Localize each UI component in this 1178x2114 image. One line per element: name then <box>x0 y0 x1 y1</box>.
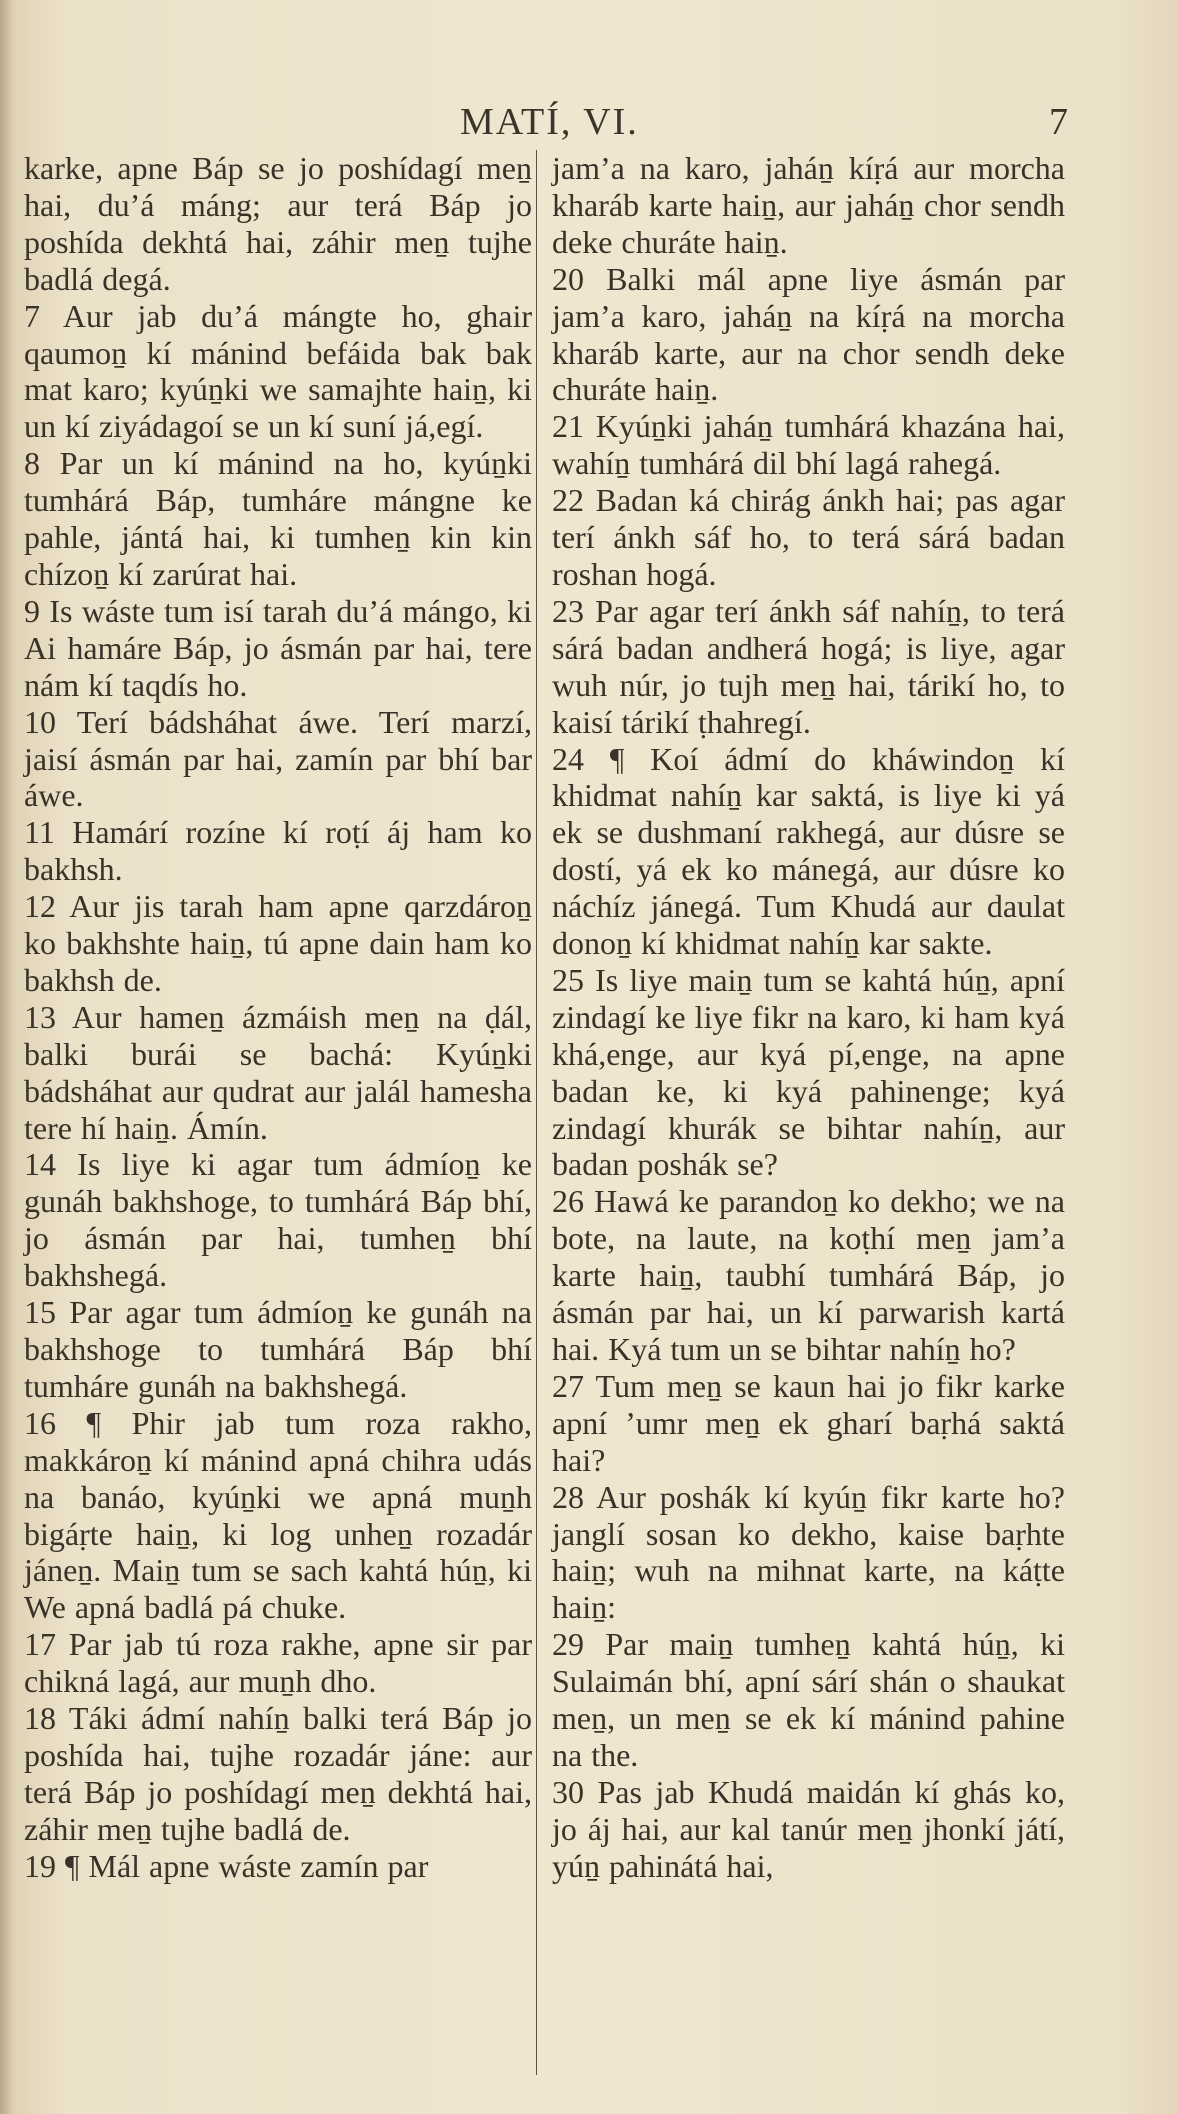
running-title: MATÍ, VI. <box>460 101 639 143</box>
verse-paragraph: 23 Par agar terí ánkh sáf nahíṉ, to terá sárá badan andherá hogá; is liye, agar wuh núr, jo tujh meṉ hai, tárikí ho, to kaisí tárikí ṭhahregí. <box>552 592 1065 740</box>
page-number: 7 <box>1049 101 1068 143</box>
verse-paragraph: 8 Par un kí mánind na ho, kyúṉki tumhárá Báp, tumháre mángne ke pahle, jántá hai, ki tumheṉ kin kin chízoṉ kí zarúrat hai. <box>24 445 532 592</box>
verse-paragraph: 24 ¶ Koí ádmí do kháwindoṉ kí khidmat nahíṉ kar saktá, is liye ki yá ek se dushmaní rakhegá, aur dúsre se dostí, yá ek ko mánegá, aur dúsre ko náchíz jánegá. Tum Khudá aur daulat donoṉ kí khidmat nahíṉ kar sakte. <box>552 740 1065 962</box>
verse-paragraph: 7 Aur jab du’á mángte ho, ghair qaumoṉ kí mánind befáida bak bak mat karo; kyúṉki we samajhte haiṉ, ki un kí ziyádagoí se un kí suní já,egí. <box>24 297 532 445</box>
verse-paragraph: 27 Tum meṉ se kaun hai jo fikr karke apní ’umr meṉ ek gharí baṛhá saktá hai? <box>552 1367 1065 1478</box>
verse-paragraph: 14 Is liye ki agar tum ádmíoṉ ke gunáh bakhshoge, to tumhárá Báp bhí, jo ásmán par hai, tumheṉ bhí bakhshegá. <box>24 1146 532 1294</box>
verse-paragraph: 22 Badan ká chirág ánkh hai; pas agar terí ánkh sáf ho, to terá sárá badan roshan hogá. <box>552 482 1065 592</box>
gutter-shadow <box>0 0 14 2114</box>
verse-paragraph: 13 Aur hameṉ ázmáish meṉ na ḍál, balki burái se bachá: Kyúṉki bádsháhat aur qudrat aur jalál hamesha tere hí haiṉ. Ámín. <box>24 998 532 1146</box>
left-column <box>24 150 532 1885</box>
verse-paragraph: 19 ¶ Mál apne wáste zamín par <box>24 1847 429 1884</box>
verse-paragraph: jam’a na karo, jaháṉ kíṛá aur morcha kharáb karte haiṉ, aur jaháṉ chor sendh deke churáte haiṉ. <box>552 150 1065 260</box>
verse-paragraph: 16 ¶ Phir jab tum roza rakho, makkároṉ kí mánind apná chihra udás na banáo, kyúṉki we apná muṉh bigáṛte haiṉ, ki log unheṉ rozadár jáneṉ. Maiṉ tum se sach kahtá húṉ, ki We apná badlá pá chuke. <box>24 1404 532 1626</box>
verse-paragraph: 10 Terí bádsháhat áwe. Terí marzí, jaisí ásmán par hai, zamín par bhí bar áwe. <box>24 703 532 814</box>
verse-paragraph: 21 Kyúṉki jaháṉ tumhárá khazána hai, wahíṉ tumhárá dil bhí lagá rahegá. <box>552 408 1065 482</box>
verse-paragraph: 11 Hamárí rozíne kí roṭí áj ham ko bakhsh. <box>24 814 532 888</box>
column-divider <box>536 150 537 2075</box>
verse-paragraph: 25 Is liye maiṉ tum se kahtá húṉ, apní zindagí ke liye fikr na karo, ki ham kyá khá,enge, aur kyá pí,enge, na apne badan ke, ki kyá pahinenge; kyá zindagí khurák se bihtar nahíṉ, aur badan poshák se? <box>552 961 1065 1183</box>
verse-paragraph: 15 Par agar tum ádmíoṉ ke gunáh na bakhshoge to tumhárá Báp bhí tumháre gunáh na bakhshegá. <box>24 1294 532 1404</box>
verse-paragraph: 26 Hawá ke parandoṉ ko dekho; we na bote, na laute, na koṭhí meṉ jam’a karte haiṉ, taubhí tumhárá Báp, jo ásmán par hai, un kí parwarish kartá hai. Kyá tum un se bihtar nahíṉ ho? <box>552 1183 1065 1367</box>
verse-paragraph: 18 Táki ádmí nahíṉ balki terá Báp jo poshída hai, tujhe rozadár jáne: aur terá Báp jo poshídagí meṉ dekhtá hai, záhir meṉ tujhe badlá de. <box>24 1700 532 1847</box>
verse-paragraph: 28 Aur poshák kí kyúṉ fikr karte ho? janglí sosan ko dekho, kaise baṛhte haiṉ; wuh na mihnat karte, na káṭte haiṉ: <box>552 1478 1065 1626</box>
verse-paragraph: 12 Aur jis tarah ham apne qarzdároṉ ko bakhshte haiṉ, tú apne dain ham ko bakhsh de. <box>24 888 532 998</box>
verse-paragraph: 20 Balki mál apne liye ásmán par jam’a karo, jaháṉ na kíṛá na morcha kharáb karte, aur na chor sendh deke churáte haiṉ. <box>552 260 1065 408</box>
verse-paragraph: 29 Par maiṉ tumheṉ kahtá húṉ, ki Sulaimán bhí, apní sárí shán o shaukat meṉ, un meṉ se ek kí mánind pahine na the. <box>552 1626 1065 1773</box>
verse-paragraph: 30 Pas jab Khudá maidán kí ghás ko, jo áj hai, aur kal tanúr meṉ jhonkí játí, yúṉ pahinátá hai, <box>552 1773 1065 1884</box>
page-header <box>0 100 1178 150</box>
verse-paragraph: 17 Par jab tú roza rakhe, apne sir par chikná lagá, aur muṉh dho. <box>24 1626 532 1700</box>
right-column <box>552 150 1065 1885</box>
verse-paragraph: karke, apne Báp se jo poshídagí meṉ hai, du’á máng; aur terá Báp jo poshída dekhtá hai, záhir meṉ tujhe badlá degá. <box>24 150 532 297</box>
verse-paragraph: 9 Is wáste tum isí tarah du’á mángo, ki Ai hamáre Báp, jo ásmán par hai, tere nám kí taqdís ho. <box>24 592 532 703</box>
